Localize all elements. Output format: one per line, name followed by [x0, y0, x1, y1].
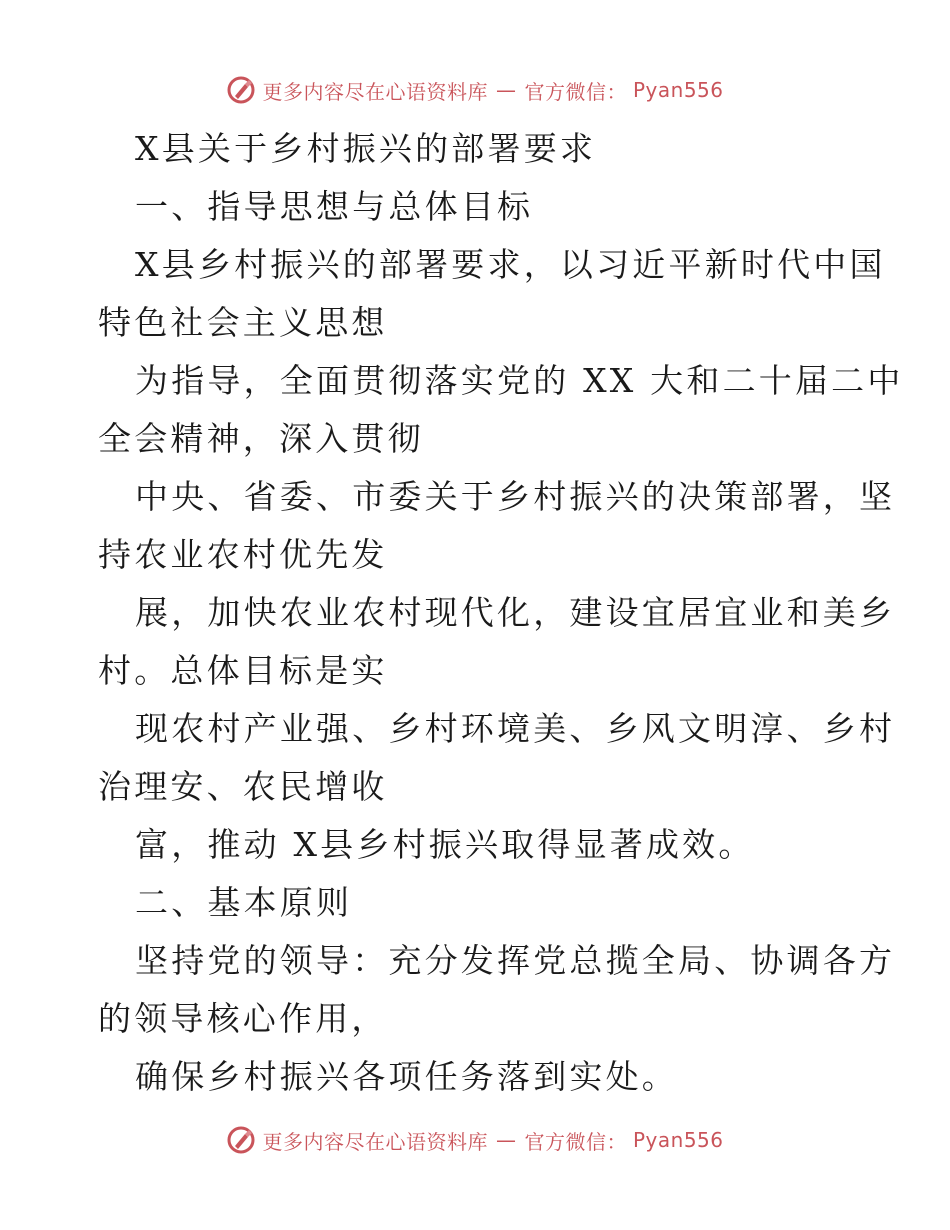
paragraph-line: 坚持党的领导：充分发挥党总揽全局、协调各方: [135, 941, 896, 980]
pen-logo-icon: [226, 75, 256, 105]
watermark-site-text: 更多内容尽在心语资料库: [262, 79, 488, 104]
watermark-separator: —: [495, 78, 517, 102]
pen-logo-icon: [226, 1125, 256, 1155]
watermark-wechat-id: Pyan556: [632, 78, 724, 102]
paragraph-line: X县乡村振兴的部署要求，以习近平新时代中国: [135, 245, 886, 284]
section-heading-2: 二、基本原则: [135, 883, 353, 922]
paragraph-line: 持农业农村优先发: [98, 535, 388, 574]
paragraph-line: 的领导核心作用，: [98, 999, 388, 1038]
paragraph-line: 治理安、农民增收: [98, 767, 388, 806]
paragraph-line: 全会精神，深入贯彻: [98, 419, 424, 458]
paragraph-line: 中央、省委、市委关于乡村振兴的决策部署，坚: [135, 477, 896, 516]
document-body: [98, 120, 904, 1106]
paragraph-line: 特色社会主义思想: [98, 303, 388, 342]
paragraph-line: 村。总体目标是实: [98, 651, 388, 690]
watermark-site-text: 更多内容尽在心语资料库: [262, 1129, 488, 1154]
watermark-separator: —: [495, 1128, 517, 1152]
paragraph-line: 富，推动 X县乡村振兴取得显著成效。: [135, 825, 755, 864]
footer-watermark: [0, 1122, 950, 1158]
paragraph-line: 展，加快农业农村现代化，建设宜居宜业和美乡: [135, 593, 896, 632]
doc-title: X县关于乡村振兴的部署要求: [135, 129, 597, 168]
paragraph-line: 为指导，全面贯彻落实党的 XX 大和二十届二中: [135, 361, 904, 400]
header-watermark: [0, 72, 950, 108]
watermark-wechat-id: Pyan556: [632, 1128, 724, 1152]
paragraph-line: 确保乡村振兴各项任务落到实处。: [135, 1057, 678, 1096]
section-heading-1: 一、指导思想与总体目标: [135, 187, 534, 226]
watermark-label: 官方微信：: [524, 1129, 627, 1154]
paragraph-line: 现农村产业强、乡村环境美、乡风文明淳、乡村: [135, 709, 896, 748]
watermark-label: 官方微信：: [524, 79, 627, 104]
